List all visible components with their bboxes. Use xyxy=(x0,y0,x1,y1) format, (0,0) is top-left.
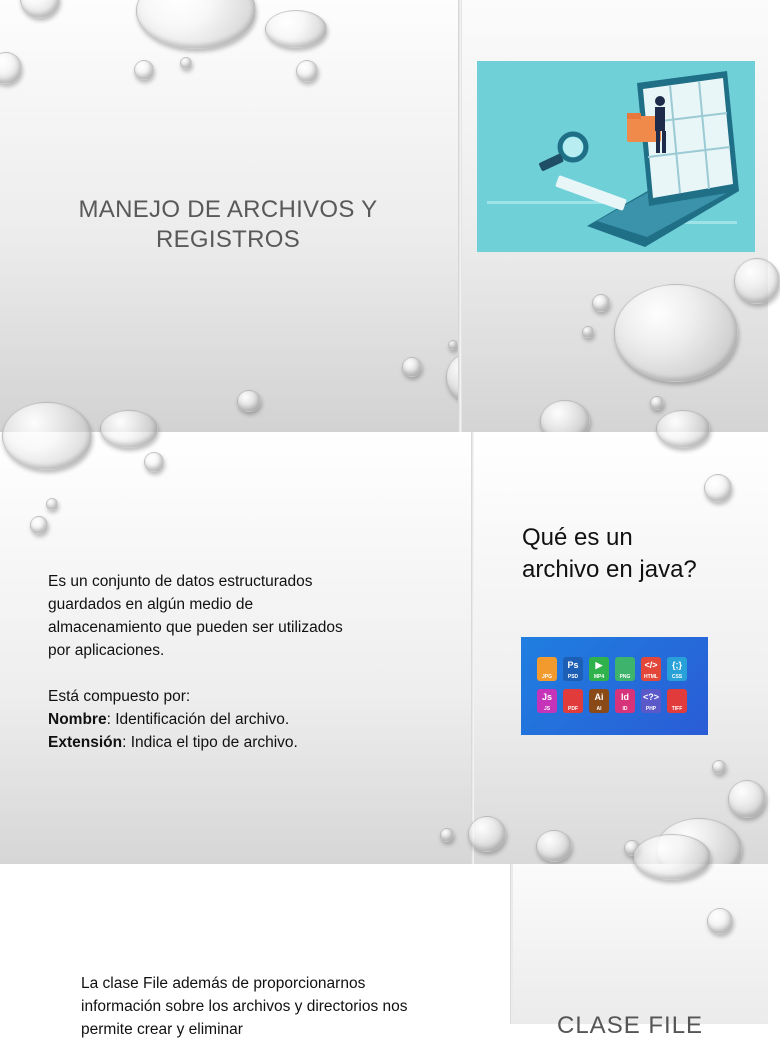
water-drop xyxy=(296,60,318,82)
file-class-text xyxy=(81,972,453,1041)
file-definition-text xyxy=(48,570,393,754)
name-desc: : Identificación del archivo. xyxy=(106,711,290,728)
water-drop xyxy=(448,340,458,350)
water-drop xyxy=(707,908,733,934)
composed-label: Está compuesto por: xyxy=(48,688,191,705)
name-item xyxy=(48,708,393,731)
water-drop xyxy=(0,52,22,84)
name-term: Nombre xyxy=(48,711,107,728)
photoshop-icon xyxy=(563,657,583,681)
water-drop xyxy=(582,326,594,338)
question-line-2: archivo en java? xyxy=(522,556,697,583)
format-label: JPG xyxy=(541,674,552,680)
format-label: HTML xyxy=(644,674,658,680)
format-label: PSD xyxy=(567,674,579,680)
water-drop xyxy=(592,294,610,312)
water-drop xyxy=(2,402,92,470)
format-label: PDF xyxy=(568,706,578,712)
play-icon xyxy=(589,657,609,681)
image-icon xyxy=(615,657,635,681)
format-abbr: Ps xyxy=(567,660,579,670)
definition-line: por aplicaciones. xyxy=(48,642,165,659)
illustrator-icon xyxy=(589,689,609,713)
slide-3-right-panel xyxy=(513,864,768,1024)
format-label: AI xyxy=(596,706,602,712)
extension-desc: : Indica el tipo de archivo. xyxy=(122,734,298,751)
water-drop xyxy=(633,834,711,880)
water-drop xyxy=(728,780,766,818)
water-drop xyxy=(650,396,664,410)
title-line-1: MANEJO DE ARCHIVOS Y xyxy=(78,196,378,223)
slide-2 xyxy=(0,432,768,864)
format-abbr: ▶ xyxy=(595,660,603,670)
file-class-line: permite crear y eliminar xyxy=(81,1021,243,1038)
image-icon xyxy=(537,657,557,681)
slide-2-question-title xyxy=(522,522,742,586)
file-formats-image xyxy=(521,637,708,735)
format-abbr: Js xyxy=(541,692,552,702)
question-line-1: Qué es un xyxy=(522,524,633,551)
water-drop xyxy=(20,0,60,18)
water-drop xyxy=(134,60,154,80)
code-icon xyxy=(641,657,661,681)
water-drop xyxy=(402,357,422,377)
indesign-icon xyxy=(615,689,635,713)
extension-item xyxy=(48,731,393,754)
water-drop xyxy=(734,258,780,304)
definition-line: almacenamiento que pueden ser utilizados xyxy=(48,619,343,636)
format-label: PNG xyxy=(619,674,631,680)
slide-1 xyxy=(0,0,768,432)
format-abbr: <?> xyxy=(642,692,659,702)
water-drop xyxy=(536,830,572,862)
code-icon xyxy=(641,689,661,713)
water-drop xyxy=(614,284,738,382)
water-drop xyxy=(180,57,192,69)
water-drop xyxy=(46,498,58,510)
laptop-files-illustration xyxy=(477,61,755,252)
shapes-icon xyxy=(667,689,687,713)
definition-line: Es un conjunto de datos estructurados xyxy=(48,573,313,590)
format-abbr: </> xyxy=(644,660,658,670)
format-abbr: {;} xyxy=(671,660,682,670)
laptop-files-icon xyxy=(477,61,755,252)
water-drop xyxy=(712,760,726,774)
document-icon xyxy=(563,689,583,713)
definition-line: guardados en algún medio de xyxy=(48,596,254,613)
water-drop xyxy=(468,816,506,852)
water-drop xyxy=(136,0,256,49)
file-class-line: La clase File además de proporcionarnos xyxy=(81,975,366,992)
water-drop xyxy=(30,516,48,534)
extension-term: Extensión xyxy=(48,734,123,751)
slide-3-title: CLASE FILE xyxy=(557,1012,704,1039)
slide-3 xyxy=(0,864,768,1039)
water-drop xyxy=(440,828,454,842)
water-drop xyxy=(656,410,710,448)
water-drop xyxy=(704,474,732,502)
format-abbr: Ai xyxy=(594,692,604,702)
javascript-icon xyxy=(537,689,557,713)
format-label: PHP xyxy=(645,706,657,712)
format-label: ID xyxy=(622,706,628,712)
format-label: JS xyxy=(543,706,551,712)
format-abbr: Id xyxy=(621,692,629,702)
format-label: MP4 xyxy=(593,674,605,680)
file-class-line: información sobre los archivos y directorios nos xyxy=(81,998,408,1015)
water-drop xyxy=(100,410,158,448)
title-line-2: REGISTROS xyxy=(155,226,301,253)
format-label: CSS xyxy=(671,674,683,680)
code-icon xyxy=(667,657,687,681)
slide-1-title xyxy=(60,195,396,255)
water-drop xyxy=(144,452,164,472)
water-drop xyxy=(237,390,261,412)
format-label: TIFF xyxy=(671,706,683,712)
water-drop xyxy=(265,10,327,48)
